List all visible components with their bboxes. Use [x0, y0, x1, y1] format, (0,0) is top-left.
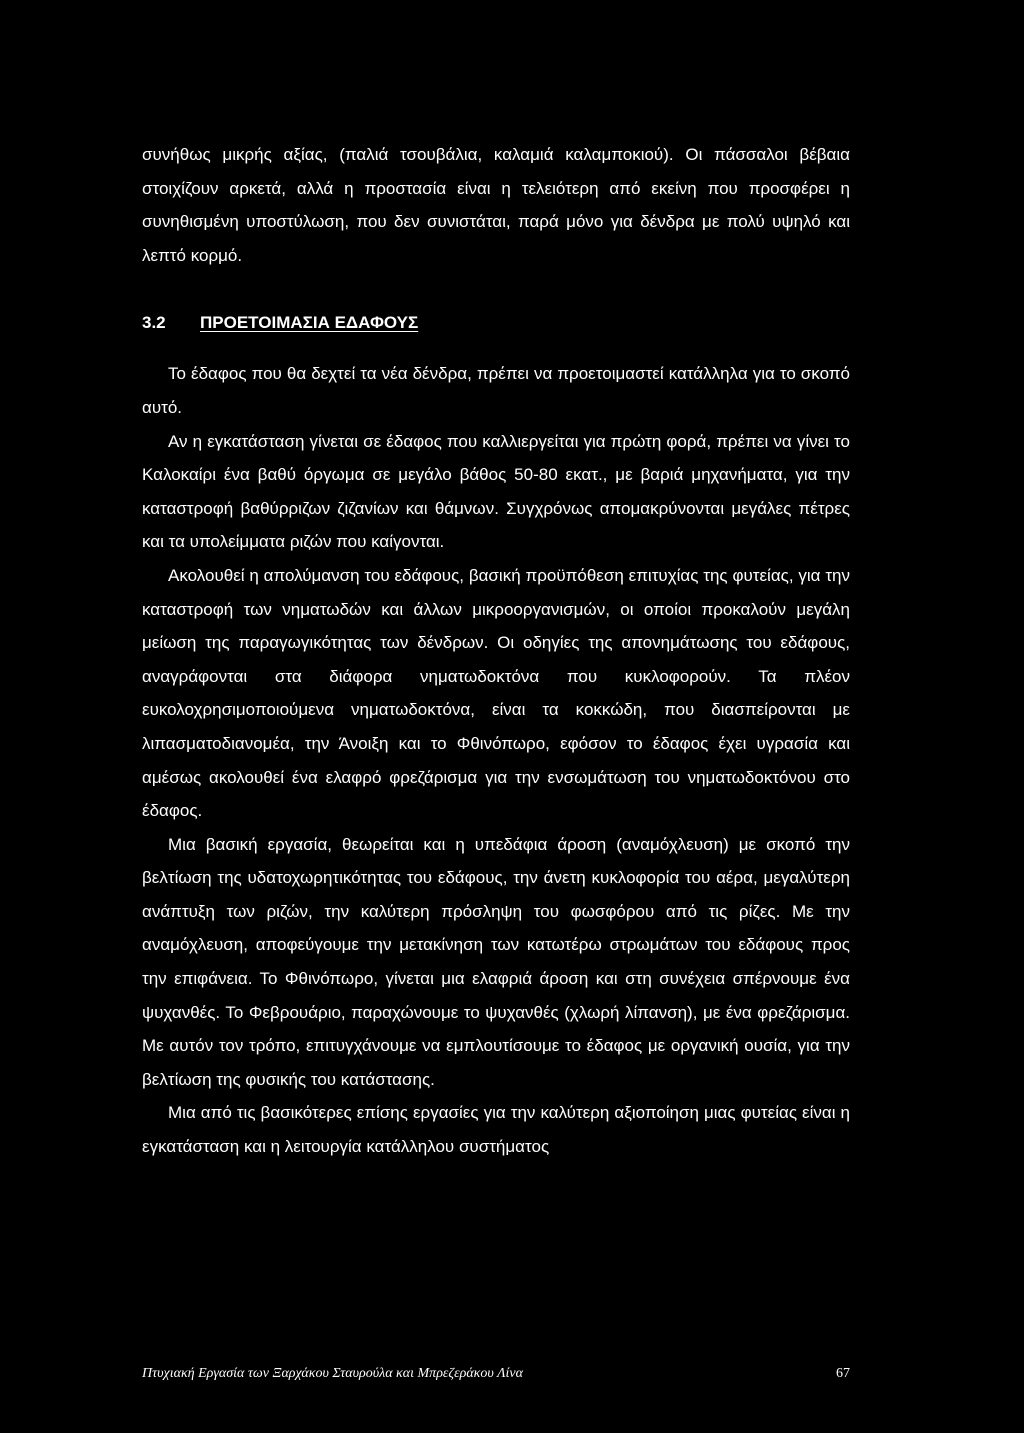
page-body — [142, 138, 850, 1164]
section-paragraph-1: Το έδαφος που θα δεχτεί τα νέα δένδρα, πρέπει να προετοιμαστεί κατάλληλα για το σκοπό αυτό. — [142, 364, 850, 417]
page-number: 67 — [836, 1366, 850, 1381]
section-title: ΠΡΟΕΤΟΙΜΑΣΙΑ ΕΔΑΦΟΥΣ — [200, 313, 419, 333]
section-paragraph-4: Μια βασική εργασία, θεωρείται και η υπεδάφια άροση (αναμόχλευση) με σκοπό την βελτίωση της υδατοχωρητικότητας του εδάφους, την άνετη κυκλοφορία του αέρα, μεγαλύτερη ανάπτυξη των ριζών, την καλύτερη πρόσληψη του φωσφόρου από τις ρίζες. Με την αναμόχλευση, αποφεύγουμε την μετακίνηση των κατωτέρω στρωμάτων του εδάφους προς την επιφάνεια. Το Φθινόπωρο, γίνεται μια ελαφριά άροση και στη συνέχεια σπέρνουμε ένα ψυχανθές. Το Φεβρουάριο, παραχώνουμε το ψυχανθές (χλωρή λίπανση), με ένα φρεζάρισμα. Με αυτόν τον τρόπο, επιτυγχάνουμε να εμπλουτίσουμε το έδαφος με οργανική ουσία, για την βελτίωση της φυσικής του κατάστασης. — [142, 834, 850, 1089]
section-heading — [142, 305, 850, 341]
footer-caption: Πτυχιακή Εργασία των Ξαρχάκου Σταυρούλα και Μπρεζεράκου Λίνα — [142, 1366, 523, 1381]
section-paragraph-3: Ακολουθεί η απολύμανση του εδάφους, βασική προϋπόθεση επιτυχίας της φυτείας, για την καταστροφή των νηματωδών και άλλων μικροοργανισμών, οι οποίοι προκαλούν μεγάλη μείωση της παραγωγικότητας των δένδρων. Οι οδηγίες της απονημάτωσης του εδάφους, αναγράφονται στα διάφορα νηματωδοκτόνα που κυκλοφορούν. Τα πλέον ευκολοχρησιμοποιούμενα νηματωδοκτόνα, είναι τα κοκκώδη, που διασπείρονται με λιπασματοδιανομέα, την Άνοιξη και το Φθινόπωρο, εφόσον το έδαφος έχει υγρασία και αμέσως ακολουθεί ένα ελαφρό φρεζάρισμα για την ενσωμάτωση του νηματωδοκτόνου στο έδαφος. — [142, 565, 850, 821]
section-number: 3.2 — [142, 313, 166, 333]
page-footer — [142, 1366, 850, 1390]
intro-paragraph: συνήθως μικρής αξίας, (παλιά τσουβάλια, καλαμιά καλαμποκιού). Οι πάσσαλοι βέβαια στοιχίζουν αρκετά, αλλά η προστασία είναι η τελειότερη από εκείνη που προσφέρει η συνηθισμένη υποστύλωση, που δεν συνιστάται, παρά μόνο για δένδρα με πολύ υψηλό και λεπτό κορμό. — [142, 145, 850, 265]
section-paragraph-5: Μια από τις βασικότερες επίσης εργασίες για την καλύτερη αξιοποίηση μιας φυτείας είναι η εγκατάσταση και η λειτουργία κατάλληλου συστήματος — [142, 1103, 850, 1157]
section-paragraph-2: Αν η εγκατάσταση γίνεται σε έδαφος που καλλιεργείται για πρώτη φορά, πρέπει να γίνει το Καλοκαίρι ένα βαθύ όργωμα σε μεγάλο βάθος 50-80 εκατ., με βαριά μηχανήματα, για την καταστροφή βαθύρριζων ζιζανίων και θάμνων. Συγχρόνως απομακρύνονται μεγάλες πέτρες και τα υπολείμματα ριζών που καίγονται. — [142, 431, 850, 552]
